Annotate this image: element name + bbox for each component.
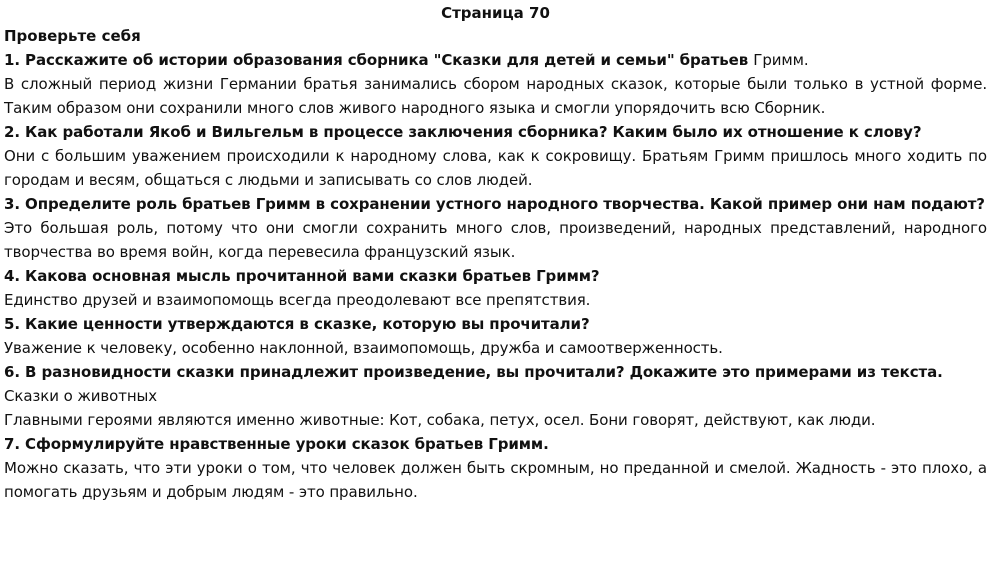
section-title: Проверьте себя xyxy=(4,27,141,45)
qa-item-6 xyxy=(4,360,987,432)
question-3: 3. Определите роль братьев Гримм в сохранении устного народного творчества. Какой пример они нам подают? xyxy=(4,195,985,213)
question-4: 4. Какова основная мысль прочитанной вами сказки братьев Гримм? xyxy=(4,267,600,285)
answer-6a: Сказки о животных xyxy=(4,387,158,405)
qa-item-3 xyxy=(4,192,987,264)
answer-1: В сложный период жизни Германии братья занимались сбором народных сказок, которые были только в устной форме. Таким образом они сохранили много слов живого народного языка и смогли упорядочить всю Сборник. xyxy=(4,75,987,117)
question-2: 2. Как работали Якоб и Вильгельм в процессе заключения сборника? Каким было их отношение к слову? xyxy=(4,123,922,141)
qa-item-5 xyxy=(4,312,987,360)
qa-item-4 xyxy=(4,264,987,312)
question-5: 5. Какие ценности утверждаются в сказке, которую вы прочитали? xyxy=(4,315,590,333)
answer-3: Это большая роль, потому что они смогли сохранить много слов, произведений, народных представлений, народного творчества во время войн, когда перевесила французский язык. xyxy=(4,219,987,261)
answer-7: Можно сказать, что эти уроки о том, что человек должен быть скромным, но преданной и смелой. Жадность - это плохо, а помогать друзьям и добрым людям - это правильно. xyxy=(4,459,987,501)
question-7: 7. Сформулируйте нравственные уроки сказок братьев Гримм. xyxy=(4,435,549,453)
question-1 xyxy=(4,48,987,72)
question-1-tail: Гримм. xyxy=(753,51,809,69)
question-1-text: 1. Расскажите об истории образования сборника "Сказки для детей и семьи" братьев xyxy=(4,51,749,69)
answer-6b: Главными героями являются именно животные: Кот, собака, петух, осел. Бони говорят, действуют, как люди. xyxy=(4,411,876,429)
answer-5: Уважение к человеку, особенно наклонной, взаимопомощь, дружба и самоотверженность. xyxy=(4,339,723,357)
answer-2: Они с большим уважением происходили к народному слова, как к сокровищу. Братьям Гримм пришлось много ходить по городам и весям, общаться с людьми и записывать со слов людей. xyxy=(4,147,987,189)
page-title: Страница 70 xyxy=(441,4,550,22)
qa-item-7 xyxy=(4,432,987,504)
qa-item-1 xyxy=(4,48,987,120)
qa-item-2 xyxy=(4,120,987,192)
question-6: 6. В разновидности сказки принадлежит произведение, вы прочитали? Докажите это примерами из текста. xyxy=(4,363,943,381)
answer-4: Единство друзей и взаимопомощь всегда преодолевают все препятствия. xyxy=(4,291,591,309)
